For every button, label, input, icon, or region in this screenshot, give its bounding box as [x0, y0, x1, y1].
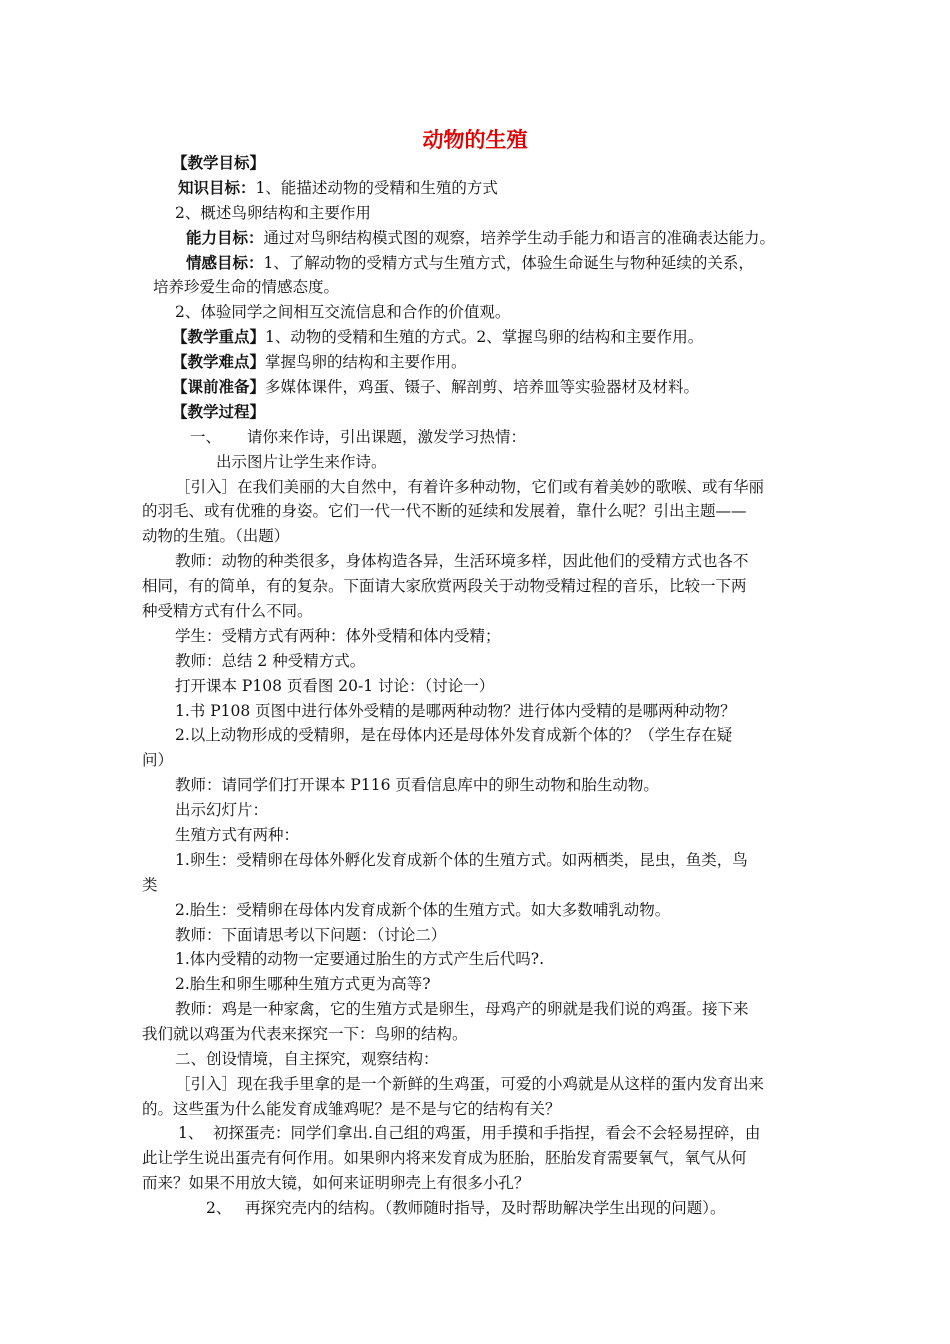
teacher-1-line-a: 教师：动物的种类很多，身体构造各异，生活环境多样，因此他们的受精方式也各不	[175, 552, 749, 570]
teacher-2: 教师：总结 2 种受精方式。	[175, 652, 366, 670]
teacher-5-line-b: 我们就以鸡蛋为代表来探究一下：鸟卵的结构。	[142, 1025, 468, 1043]
discussion-1-q2-b: 问）	[142, 751, 174, 769]
knowledge-goal-line	[178, 177, 498, 199]
process-heading: 【教学过程】	[172, 403, 266, 421]
section-1-instruction: 出示图片让学生来作诗。	[216, 453, 387, 471]
goals-heading: 【教学目标】	[172, 154, 266, 172]
teacher-4: 教师：下面请思考以下问题：（讨论二）	[175, 926, 447, 944]
discussion-1-intro: 打开课本 P108 页看图 20-1 讨论：（讨论一）	[175, 677, 495, 695]
teacher-1-line-c: 种受精方式有什么不同。	[142, 602, 313, 620]
reproduction-2: 2.胎生：受精卵在母体内发育成新个体的生殖方式。如大多数哺乳动物。	[175, 901, 671, 919]
knowledge-item-2: 2、概述鸟卵结构和主要作用	[175, 204, 371, 222]
reproduction-intro: 生殖方式有两种：	[175, 826, 300, 844]
difficult-points-text: 掌握鸟卵的结构和主要作用。	[265, 353, 467, 371]
reproduction-1-a: 1.卵生：受精卵在母体外孵化发育成新个体的生殖方式。如两栖类，昆虫，鱼类，鸟	[175, 851, 748, 869]
step-2-text: 再探究壳内的结构。（教师随时指导，及时帮助解决学生出现的问题）。	[245, 1199, 726, 1217]
preparation-line	[172, 376, 699, 398]
preparation-label: 【课前准备】	[172, 378, 266, 396]
ability-goal-line	[186, 227, 775, 249]
discussion-2-q1: 1.体内受精的动物一定要通过胎生的方式产生后代吗?.	[175, 950, 545, 968]
difficult-points-line	[172, 351, 467, 373]
emotion-label: 情感目标：	[186, 254, 264, 272]
key-points-label: 【教学重点】	[172, 328, 266, 346]
difficult-points-label: 【教学难点】	[172, 353, 266, 371]
intro-2-line-a: ［引入］现在我手里拿的是一个新鲜的生鸡蛋，可爱的小鸡就是从这样的蛋内发育出来	[175, 1075, 765, 1093]
section-1-title: 请你来作诗，引出课题，激发学习热情：	[247, 428, 527, 446]
discussion-1-q2-a: 2.以上动物形成的受精卵，是在母体内还是母体外发育成新个体的？（学生存在疑	[175, 726, 733, 744]
document-title: 动物的生殖	[422, 128, 528, 152]
key-points-text: 1、动物的受精和生殖的方式。2、掌握鸟卵的结构和主要作用。	[265, 328, 704, 346]
key-points-line	[172, 326, 703, 348]
preparation-text: 多媒体课件，鸡蛋、镊子、解剖剪、培养皿等实验器材及材料。	[265, 378, 700, 396]
intro-1-line-a: ［引入］在我们美丽的大自然中，有着许多种动物，它们或有着美妙的歌喉、或有华丽	[175, 478, 765, 496]
discussion-2-q2: 2.胎生和卵生哪种生殖方式更为高等?	[175, 975, 431, 993]
intro-1-line-b: 的羽毛、或有优雅的身姿。它们一代一代不断的延续和发展着，靠什么呢？引出主题——	[142, 502, 747, 520]
slide-intro: 出示幻灯片：	[175, 801, 269, 819]
step-1-line-a: 初探蛋壳：同学们拿出.自己组的鸡蛋，用手摸和手指捏，看会不会轻易捏碎，由	[213, 1124, 761, 1142]
intro-1-line-c: 动物的生殖。（出题）	[142, 527, 290, 545]
emotion-item-1b: 培养珍爱生命的情感态度。	[153, 278, 340, 296]
teacher-1-line-b: 相同，有的简单，有的复杂。下面请大家欣赏两段关于动物受精过程的音乐，比较一下两	[142, 577, 747, 595]
intro-2-line-b: 的。这些蛋为什么能发育成雏鸡呢？是不是与它的结构有关？	[142, 1100, 561, 1118]
step-2-number: 2、	[206, 1199, 232, 1217]
knowledge-label: 知识目标：	[178, 179, 256, 197]
ability-label: 能力目标：	[186, 229, 264, 247]
step-1-line-b: 此让学生说出蛋壳有何作用。如果卵内将来发育成为胚胎，胚胎发育需要氧气，氧气从何	[142, 1149, 747, 1167]
teacher-5-line-a: 教师：鸡是一种家禽，它的生殖方式是卵生，母鸡产的卵就是我们说的鸡蛋。接下来	[175, 1000, 749, 1018]
teacher-3: 教师：请同学们打开课本 P116 页看信息库中的卵生动物和胎生动物。	[175, 776, 659, 794]
step-1-line-c: 而来？如果不用放大镜，如何来证明卵壳上有很多小孔？	[142, 1174, 530, 1192]
section-2-title: 二、创设情境，自主探究，观察结构：	[175, 1050, 439, 1068]
knowledge-item-1: 1、能描述动物的受精和生殖的方式	[255, 179, 498, 197]
discussion-1-q1: 1.书 P108 页图中进行体外受精的是哪两种动物？进行体内受精的是哪两种动物？	[175, 702, 736, 720]
emotion-goal-line	[186, 252, 754, 274]
emotion-item-2: 2、体验同学之间相互交流信息和合作的价值观。	[175, 303, 511, 321]
emotion-item-1a: 1、了解动物的受精方式与生殖方式，体验生命诞生与物种延续的关系，	[263, 254, 754, 272]
reproduction-1-b: 类	[142, 876, 158, 894]
ability-text: 通过对鸟卵结构模式图的观察，培养学生动手能力和语言的准确表达能力。	[263, 229, 776, 247]
student-1: 学生：受精方式有两种：体外受精和体内受精；	[175, 627, 501, 645]
section-1-number: 一、	[190, 428, 222, 446]
step-1-number: 1、	[178, 1124, 204, 1142]
